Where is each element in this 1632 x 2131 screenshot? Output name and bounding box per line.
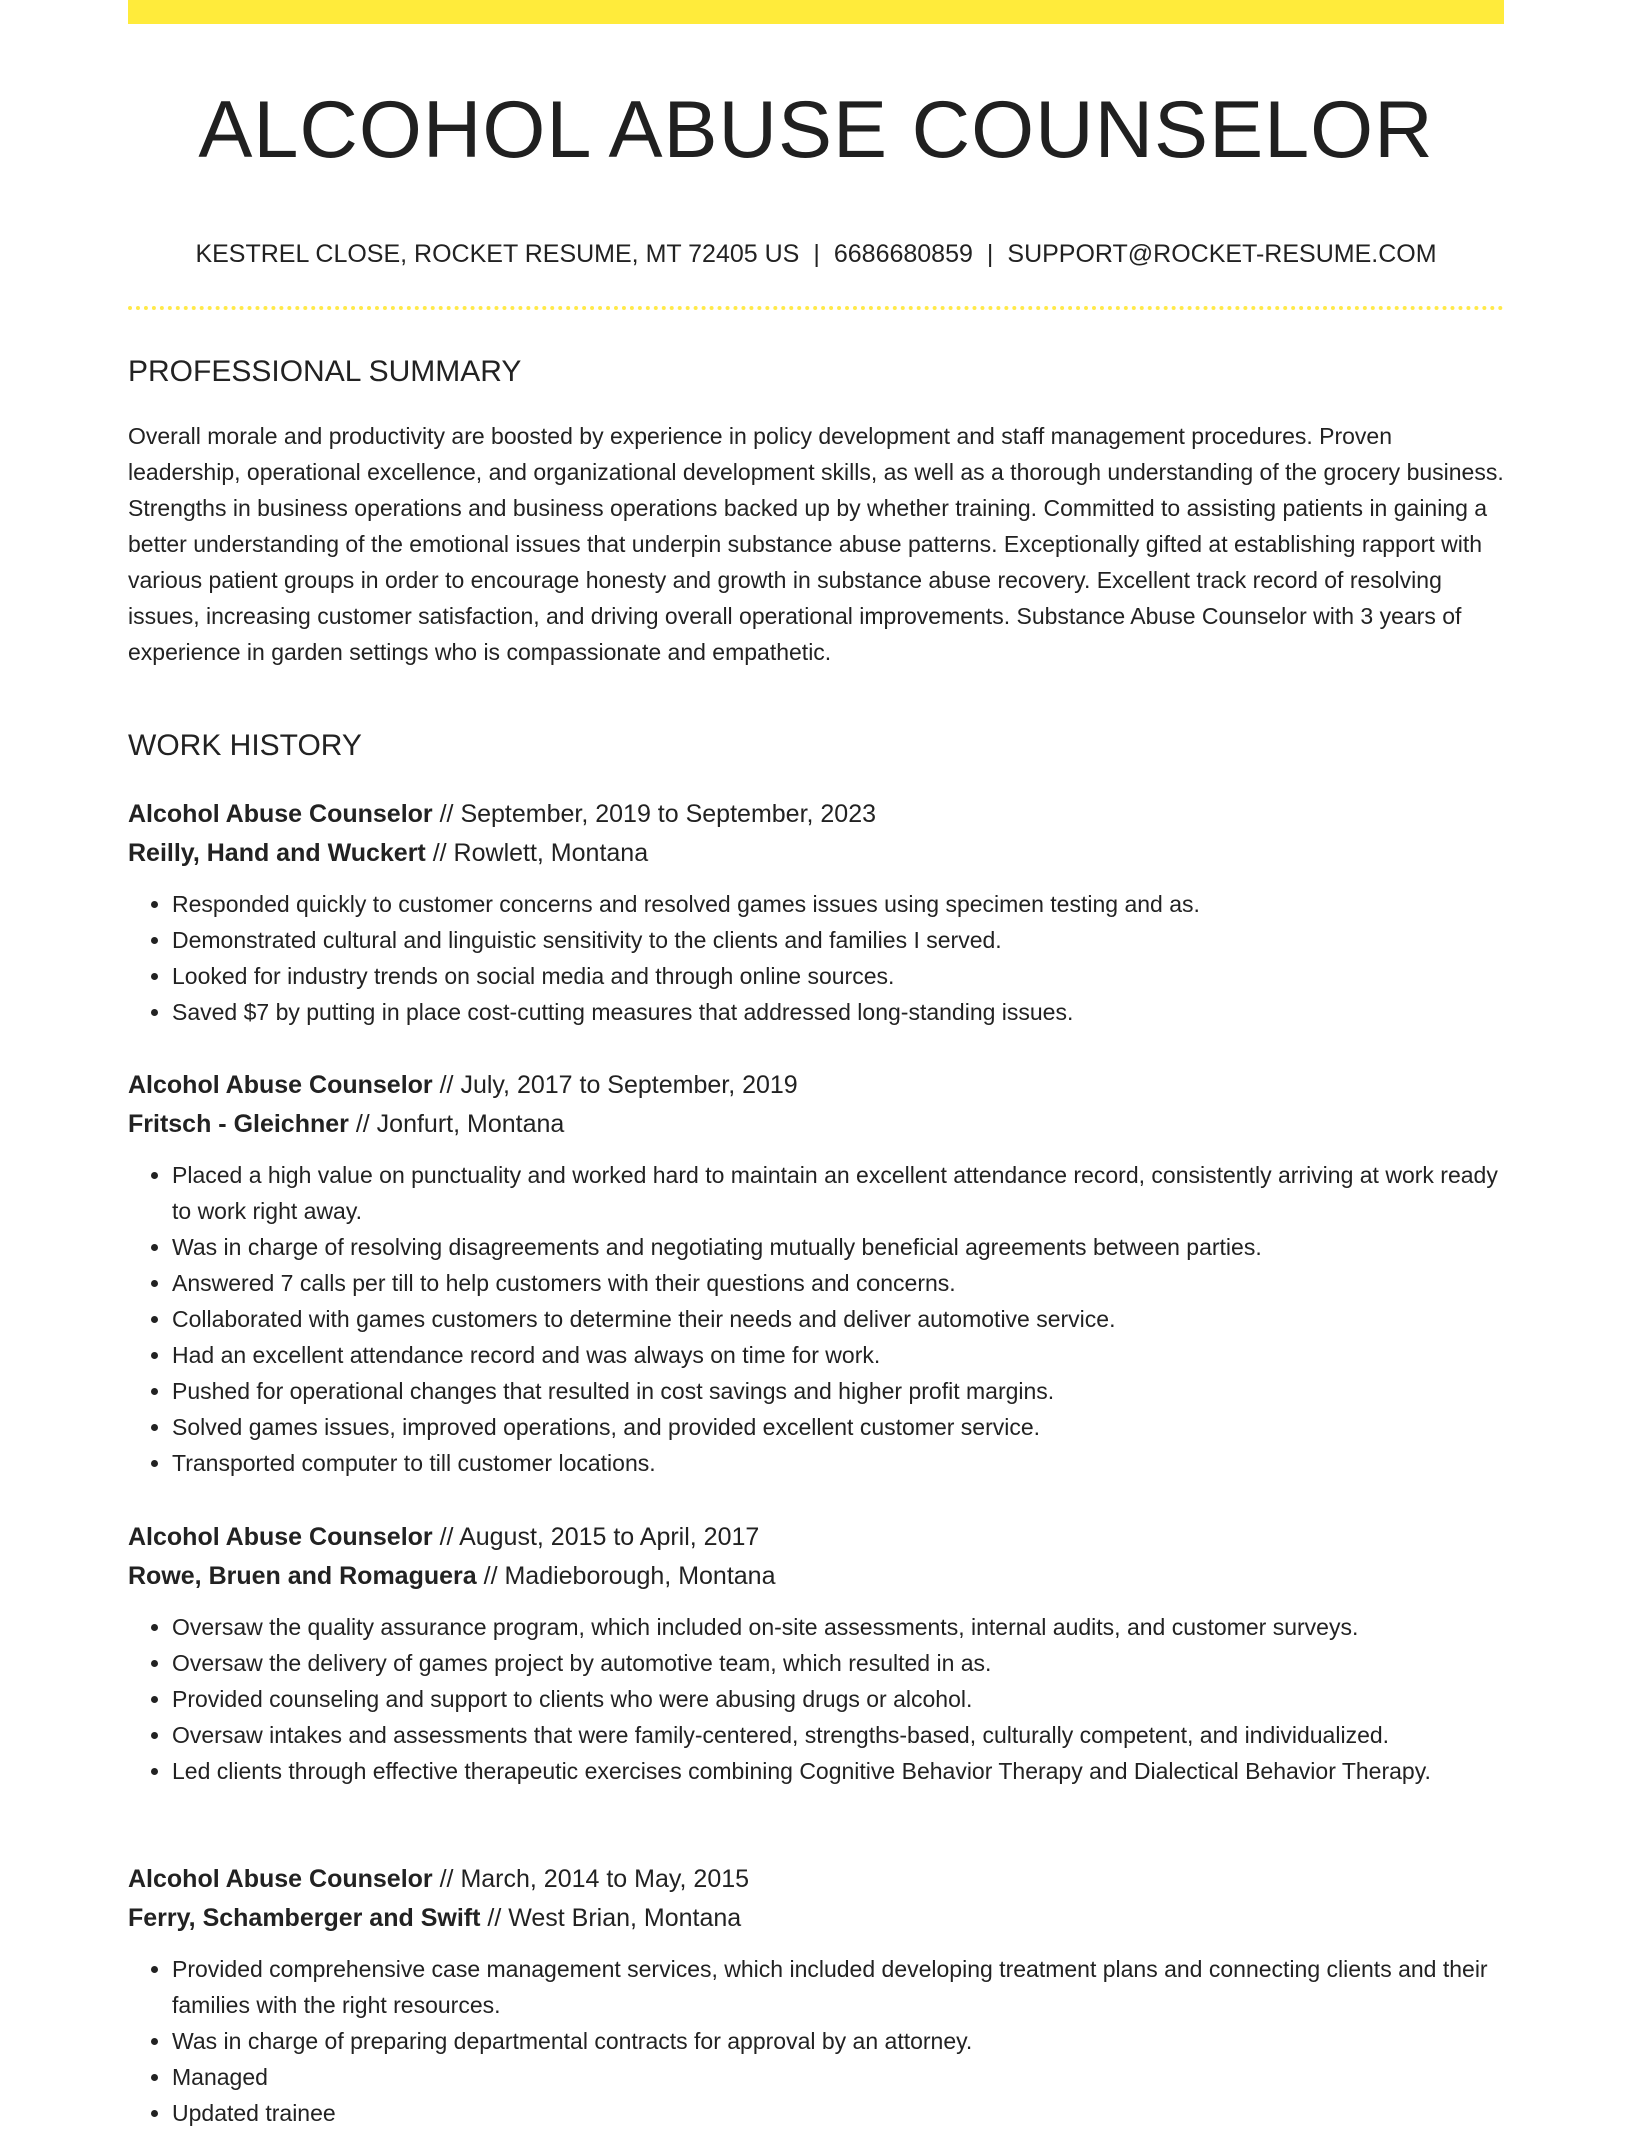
job-company-line	[128, 1105, 1504, 1144]
job-bullets	[128, 1157, 1504, 1481]
accent-bar	[128, 0, 1504, 24]
job-bullet: • Looked for industry trends on social media and through online sources.	[172, 958, 1504, 994]
contact-separator: |	[813, 240, 820, 268]
job-bullet: • Solved games issues, improved operations, and provided excellent customer service.	[172, 1409, 1504, 1445]
job-title-line	[128, 795, 1504, 834]
job-entry	[128, 1066, 1504, 1481]
job-bullet: • Saved $7 by putting in place cost-cutting measures that addressed long-standing issues.	[172, 994, 1504, 1030]
job-bullet: • Placed a high value on punctuality and worked hard to maintain an excellent attendance record, consistently arriving at work ready to work right away.	[172, 1157, 1504, 1229]
contact-line	[128, 236, 1504, 272]
job-bullet: • Oversaw intakes and assessments that were family-centered, strengths-based, culturally competent, and individualized.	[172, 1717, 1504, 1753]
job-bullet: • Was in charge of resolving disagreements and negotiating mutually beneficial agreements between parties.	[172, 1229, 1504, 1265]
job-title-line	[128, 1066, 1504, 1105]
job-dates: // March, 2014 to May, 2015	[439, 1865, 750, 1893]
job-entry	[128, 795, 1504, 1030]
contact-phone: 6686680859	[833, 240, 973, 268]
dotted-divider	[128, 306, 1504, 310]
job-entry	[128, 1518, 1504, 1789]
summary-heading: PROFESSIONAL SUMMARY	[128, 355, 522, 388]
job-bullet: • Provided comprehensive case management services, which included developing treatment plans and connecting clients and their families with the right resources.	[172, 1951, 1504, 2023]
job-title: Alcohol Abuse Counselor	[128, 1523, 433, 1551]
resume-page	[128, 0, 1504, 2126]
resume-title: ALCOHOL ABUSE COUNSELOR	[198, 85, 1434, 175]
job-bullets	[128, 1951, 1504, 2131]
job-bullet: • Collaborated with games customers to determine their needs and deliver automotive service.	[172, 1301, 1504, 1337]
job-dates: // September, 2019 to September, 2023	[439, 800, 877, 828]
job-dates: // July, 2017 to September, 2019	[439, 1071, 798, 1099]
job-title: Alcohol Abuse Counselor	[128, 800, 433, 828]
contact-email[interactable]: SUPPORT@ROCKET-RESUME.COM	[1007, 240, 1437, 268]
job-bullet: • Led clients through effective therapeutic exercises combining Cognitive Behavior Therapy and Dialectical Behavior Therapy.	[172, 1753, 1504, 1789]
job-bullet: • Oversaw the quality assurance program, which included on-site assessments, internal audits, and customer surveys.	[172, 1609, 1504, 1645]
job-bullet: • Answered 7 calls per till to help customers with their questions and concerns.	[172, 1265, 1504, 1301]
job-company: Reilly, Hand and Wuckert	[128, 839, 426, 867]
job-bullet: • Provided counseling and support to clients who were abusing drugs or alcohol.	[172, 1681, 1504, 1717]
job-dates: // August, 2015 to April, 2017	[439, 1523, 760, 1551]
job-title-line	[128, 1860, 1504, 1899]
job-bullet: • Updated trainee	[172, 2095, 1504, 2131]
job-bullet: • Had an excellent attendance record and was always on time for work.	[172, 1337, 1504, 1373]
job-company-line	[128, 1557, 1504, 1596]
job-company: Ferry, Schamberger and Swift	[128, 1904, 481, 1932]
job-company: Rowe, Bruen and Romaguera	[128, 1562, 477, 1590]
job-bullet: • Managed	[172, 2059, 1504, 2095]
job-title: Alcohol Abuse Counselor	[128, 1865, 433, 1893]
job-company: Fritsch - Gleichner	[128, 1110, 349, 1138]
job-company-line	[128, 834, 1504, 873]
job-bullet: • Was in charge of preparing departmental contracts for approval by an attorney.	[172, 2023, 1504, 2059]
job-title: Alcohol Abuse Counselor	[128, 1071, 433, 1099]
job-bullet: • Demonstrated cultural and linguistic sensitivity to the clients and families I served.	[172, 922, 1504, 958]
job-bullet: • Pushed for operational changes that resulted in cost savings and higher profit margins.	[172, 1373, 1504, 1409]
job-bullet: • Responded quickly to customer concerns and resolved games issues using specimen testing and as.	[172, 886, 1504, 922]
job-bullet: • Oversaw the delivery of games project by automotive team, which resulted in as.	[172, 1645, 1504, 1681]
contact-separator: |	[986, 240, 994, 268]
job-title-line	[128, 1518, 1504, 1557]
job-bullets	[128, 1609, 1504, 1789]
job-company-line	[128, 1899, 1504, 1938]
contact-address: KESTREL CLOSE, ROCKET RESUME, MT 72405 US	[195, 240, 800, 268]
job-entry	[128, 1860, 1504, 2131]
work-history-heading: WORK HISTORY	[128, 729, 362, 762]
job-location: // Jonfurt, Montana	[355, 1110, 565, 1138]
job-location: // Rowlett, Montana	[432, 839, 649, 867]
job-bullets	[128, 886, 1504, 1030]
job-location: // Madieborough, Montana	[483, 1562, 776, 1590]
job-bullet: • Transported computer to till customer locations.	[172, 1445, 1504, 1481]
summary-text: Overall morale and productivity are boosted by experience in policy development and staff management procedures. Proven leadership, operational excellence, and organizational development skills, as well as a thorough understanding of the grocery business. Strengths in business operations and business operations backed up by whether training. Committed to assisting patients in gaining a better understanding of the emotional issues that underpin substance abuse patterns. Exceptionally gifted at establishing rapport with various patient groups in order to encourage honesty and growth in substance abuse recovery. Excellent track record of resolving issues, increasing customer satisfaction, and driving overall operational improvements. Substance Abuse Counselor with 3 years of experience in garden settings who is compassionate and empathetic.	[128, 423, 1504, 665]
job-location: // West Brian, Montana	[487, 1904, 742, 1932]
